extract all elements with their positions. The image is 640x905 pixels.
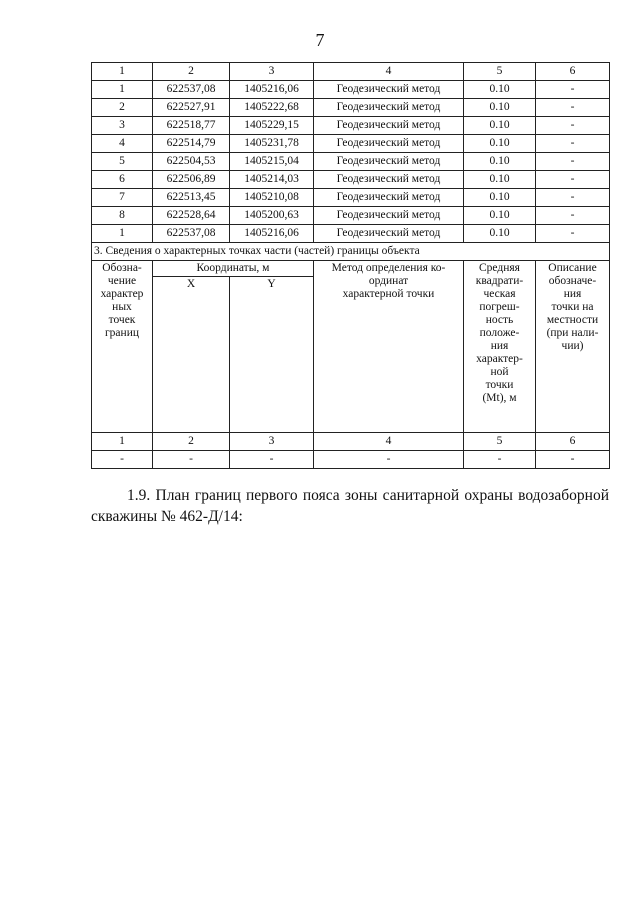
table-cell: 1 [92, 225, 153, 243]
table-cell: 622504,53 [153, 153, 230, 171]
table-cell: 622537,08 [153, 81, 230, 99]
table-row [92, 207, 610, 225]
table-header-row [92, 63, 610, 81]
table-cell: 622528,64 [153, 207, 230, 225]
table-cell: 1405231,78 [230, 135, 314, 153]
table-cell: - [464, 451, 536, 469]
section3-title: 3. Сведения о характерных точках части (частей) границы объекта [92, 243, 610, 261]
table-cell: 6 [536, 433, 610, 451]
col-header-coords: Координаты, м [153, 261, 314, 277]
col-header-points: Обозна- чение характер ных точек границ [92, 261, 153, 433]
table-cell: 1405216,06 [230, 81, 314, 99]
table-cell: 1405210,08 [230, 189, 314, 207]
table-cell: 1405222,68 [230, 99, 314, 117]
table-cell: - [536, 451, 610, 469]
table-cell: 5 [92, 153, 153, 171]
table-cell: 4 [314, 433, 464, 451]
table-cell: 0.10 [464, 153, 536, 171]
table-body [92, 63, 610, 243]
table-cell: Геодезический метод [314, 207, 464, 225]
table-cell: 6 [92, 171, 153, 189]
table-cell: 5 [464, 433, 536, 451]
table-cell: 622518,77 [153, 117, 230, 135]
table-cell: 1405216,06 [230, 225, 314, 243]
boundary-points-table [91, 62, 610, 469]
table-cell: 0.10 [464, 117, 536, 135]
table-cell: 0.10 [464, 171, 536, 189]
table-cell: - [536, 99, 610, 117]
table-row [92, 117, 610, 135]
table-cell: - [536, 153, 610, 171]
table-cell: - [314, 451, 464, 469]
table-cell: - [536, 207, 610, 225]
table-cell: 3 [92, 117, 153, 135]
table-cell: 1 [92, 81, 153, 99]
section3 [92, 243, 610, 469]
table-cell: - [153, 451, 230, 469]
table-row [92, 153, 610, 171]
table-cell: - [536, 135, 610, 153]
table-cell: Геодезический метод [314, 117, 464, 135]
table-cell: 0.10 [464, 99, 536, 117]
table-cell: 3 [230, 63, 314, 81]
table-cell: 1 [92, 63, 153, 81]
table-cell: - [536, 225, 610, 243]
table-cell: 5 [464, 63, 536, 81]
table-cell: 2 [153, 63, 230, 81]
table-cell: Геодезический метод [314, 189, 464, 207]
table-cell: Геодезический метод [314, 171, 464, 189]
table-cell: Геодезический метод [314, 153, 464, 171]
table-cell: - [230, 451, 314, 469]
table-cell: 622506,89 [153, 171, 230, 189]
table-cell: Геодезический метод [314, 81, 464, 99]
table-cell: Геодезический метод [314, 225, 464, 243]
table-cell: 1405215,04 [230, 153, 314, 171]
table-cell: 622514,79 [153, 135, 230, 153]
table-cell: - [536, 81, 610, 99]
table-cell: - [92, 451, 153, 469]
section3-number-row [92, 433, 610, 451]
table-row [92, 189, 610, 207]
table-cell: 1405200,63 [230, 207, 314, 225]
col-header-description: Описание обозначе- ния точки на местности (при нали- чии) [536, 261, 610, 433]
table-cell: 8 [92, 207, 153, 225]
section-1-9-paragraph: 1.9. План границ первого пояса зоны санитарной охраны водозаборной скважины № 462-Д/14: [91, 487, 609, 525]
table-cell: Геодезический метод [314, 99, 464, 117]
table-cell: 0.10 [464, 189, 536, 207]
table-cell: - [536, 171, 610, 189]
table-row [92, 225, 610, 243]
table-cell: - [536, 189, 610, 207]
table-cell: 2 [153, 433, 230, 451]
table-cell: 0.10 [464, 81, 536, 99]
table-cell: Геодезический метод [314, 135, 464, 153]
table-cell: 1 [92, 433, 153, 451]
table-cell: 0.10 [464, 207, 536, 225]
table-cell: 0.10 [464, 225, 536, 243]
table-row [92, 99, 610, 117]
table-cell: 4 [92, 135, 153, 153]
table-cell: 622527,91 [153, 99, 230, 117]
table-cell: 4 [314, 63, 464, 81]
table-cell: 622537,08 [153, 225, 230, 243]
page-number: 7 [315, 30, 325, 50]
table-cell: 0.10 [464, 135, 536, 153]
table-cell: 1405214,03 [230, 171, 314, 189]
table-cell: 3 [230, 433, 314, 451]
table-row [92, 135, 610, 153]
col-header-method: Метод определения ко- ординат характерной точки [314, 261, 464, 433]
table-cell: 7 [92, 189, 153, 207]
table-cell: 2 [92, 99, 153, 117]
table-cell: 622513,45 [153, 189, 230, 207]
table-cell: 1405229,15 [230, 117, 314, 135]
section3-empty-row [92, 451, 610, 469]
col-header-y: Y [230, 277, 314, 433]
table-cell: - [536, 117, 610, 135]
col-header-error: Средняя квадрати- ческая погреш- ность положе- ния характер- ной точки (Mt), м [464, 261, 536, 433]
table-row [92, 81, 610, 99]
table-row [92, 171, 610, 189]
col-header-x: X [153, 277, 230, 433]
table-cell: 6 [536, 63, 610, 81]
